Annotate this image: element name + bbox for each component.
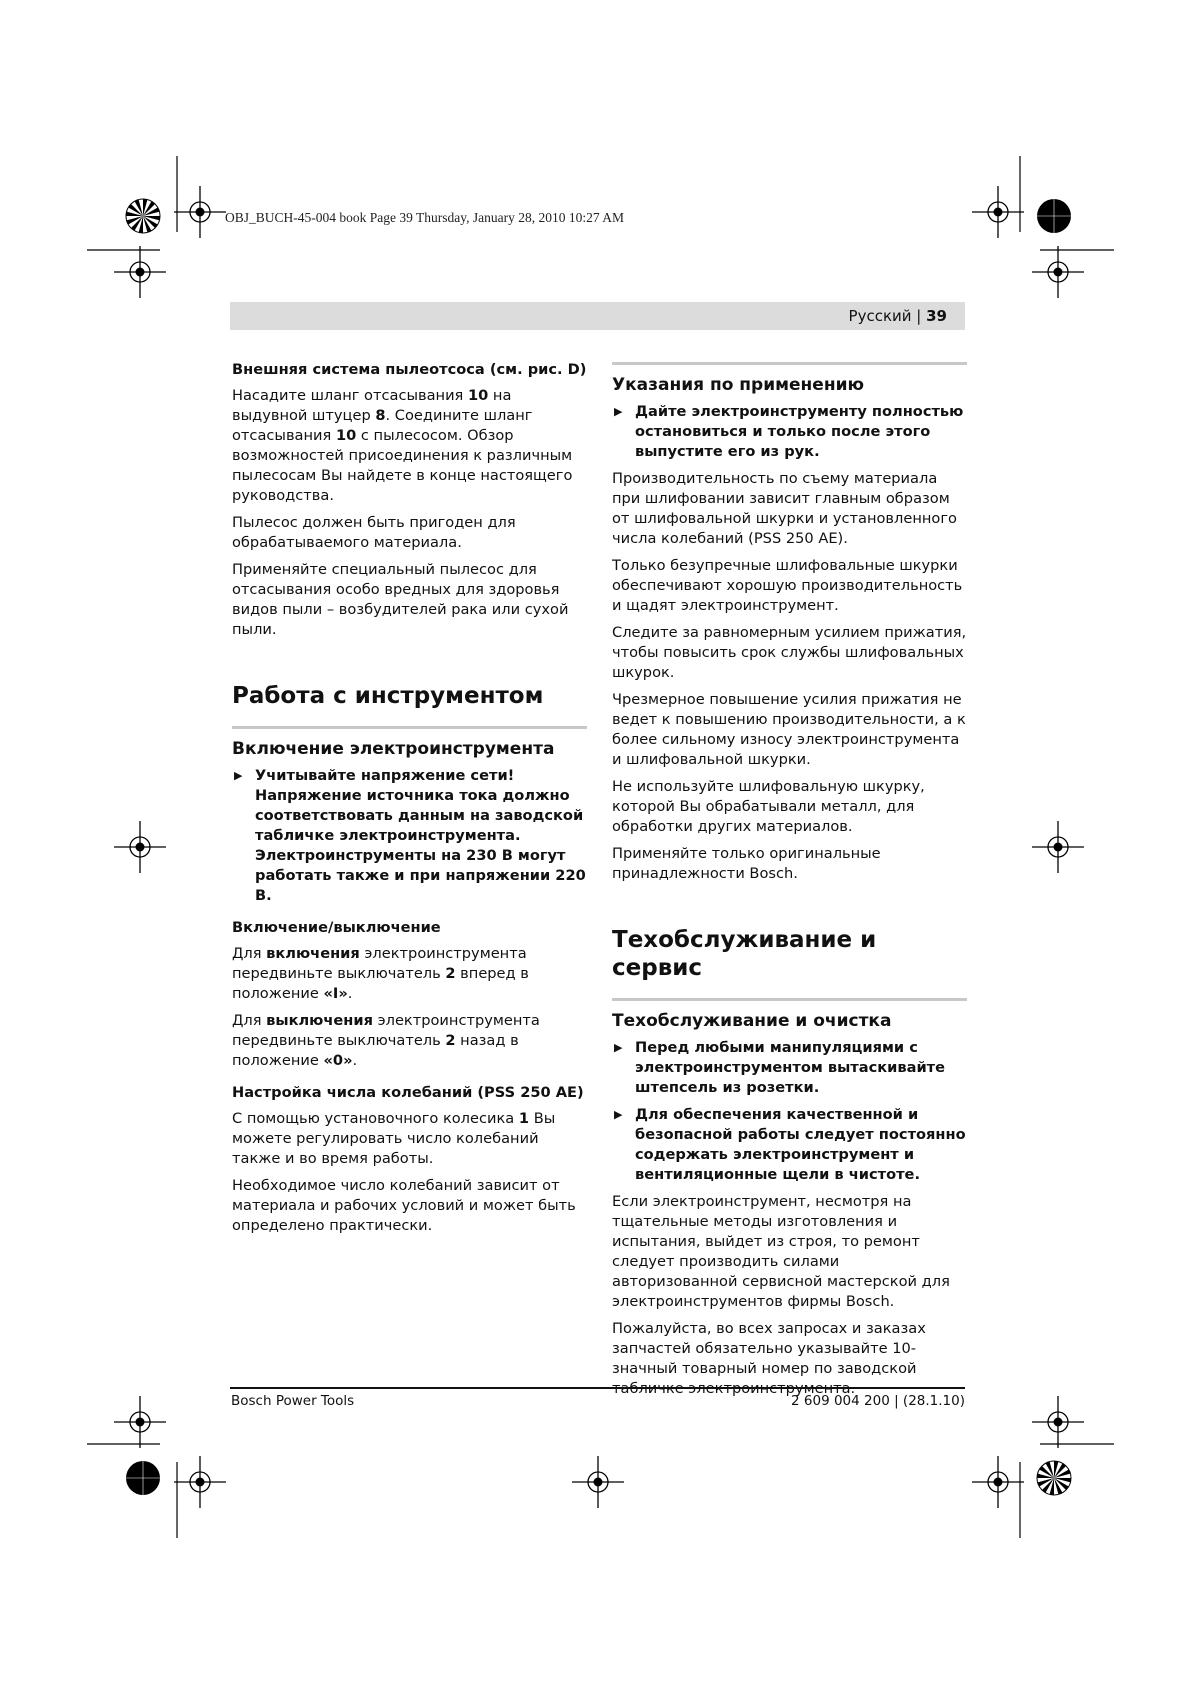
switching-on-off-title: Включение/выключение: [232, 919, 441, 936]
repair-service-paragraph: Если электроинструмент, несмотря на тщательные методы изготовления и испытания, выйдет из строя, то ремонт следует производить силами авторизованной сервисной мастерской для электроинструментов фирмы Bosch.: [612, 1193, 950, 1310]
registration-mark-icon: [972, 1456, 1024, 1508]
let-tool-stop-warning: ▶ Дайте электроинструменту полностью остановиться и только после этого выпустите его из рук.: [612, 402, 967, 462]
registration-mark-icon: [114, 246, 166, 298]
oscillation-wheel-paragraph: С помощью установочного колесика 1 Вы можете регулировать число колебаний также и во время работы.: [232, 1110, 556, 1167]
sanding-sheet-quality-paragraph: Только безупречные шлифовальные шкурки обеспечивают хорошую производительность и щадят электроинструмент.: [612, 557, 963, 614]
vacuum-suitability-paragraph: Пылесос должен быть пригоден для обрабатываемого материала.: [232, 514, 516, 551]
maintenance-section-title: Техобслуживание и сервис: [612, 927, 877, 981]
oscillation-requirement-paragraph: Необходимое число колебаний зависит от материала и рабочих условий и может быть определено практически.: [232, 1177, 576, 1234]
registration-mark-icon: [174, 186, 226, 238]
book-slug-line: OBJ_BUCH-45-004 book Page 39 Thursday, January 28, 2010 10:27 AM: [225, 210, 624, 225]
working-advice-title: Указания по применению: [612, 362, 967, 395]
switch-off-paragraph: Для выключения электроинструмента передвиньте выключатель 2 назад в положение «0».: [232, 1012, 540, 1069]
color-bar-burst-icon: [126, 199, 160, 233]
color-bar-burst-icon: [1037, 1461, 1071, 1495]
excessive-pressure-paragraph: Чрезмерное повышение усилия прижатия не ведет к повышению производительности, а к более сильному износу электроинструмента и шлифовальной шкурки.: [612, 691, 966, 768]
right-column: [612, 362, 967, 1406]
dust-extraction-title: Внешняя система пылеотсоса (см. рис. D): [232, 361, 587, 378]
registration-mark-icon: [972, 186, 1024, 238]
oscillation-rate-title: Настройка числа колебаний (PSS 250 AE): [232, 1084, 584, 1101]
page-header-bar: [230, 302, 965, 330]
removal-capacity-paragraph: Производительность по съему материала при шлифовании зависит главным образом от шлифовальной шкурки и установленного числа колебаний (PSS 250 AE).: [612, 470, 957, 547]
registration-mark-icon: [114, 1396, 166, 1448]
special-vacuum-paragraph: Применяйте специальный пылесос для отсасывания особо вредных для здоровья видов пыли – возбудителей рака или сухой пыли.: [232, 561, 569, 638]
original-accessories-paragraph: Применяйте только оригинальные принадлежности Bosch.: [612, 845, 881, 882]
registration-mark-icon: [1032, 821, 1084, 873]
contact-pressure-paragraph: Следите за равномерным усилием прижатия, чтобы повысить срок службы шлифовальных шкурок.: [612, 624, 967, 681]
starting-operation-title: Включение электроинструмента: [232, 726, 587, 759]
article-number-paragraph: Пожалуйста, во всех запросах и заказах запчастей обязательно указывайте 10-значный товарный номер по заводской табличке электроинструмента.: [612, 1320, 926, 1397]
page-number: 39: [926, 307, 947, 325]
switch-on-paragraph: Для включения электроинструмента передвиньте выключатель 2 вперед в положение «I».: [232, 945, 529, 1002]
header-language: Русский: [848, 307, 912, 325]
registration-mark-icon: [1032, 246, 1084, 298]
footer-rule: [230, 1387, 965, 1389]
voltage-warning: ▶ Учитывайте напряжение сети! Напряжение источника тока должно соответствовать данным на заводской табличке электроинструмента. Электроинструменты на 230 В могут работать также и при напряжении 220 В.: [232, 766, 587, 906]
registration-mark-icon: [114, 821, 166, 873]
keep-clean-warning: ▶ Для обеспечения качественной и безопасной работы следует постоянно содержать электроинструмент и вентиляционные щели в чистоте.: [612, 1105, 967, 1185]
left-column: [232, 360, 587, 1243]
footer-brand: Bosch Power Tools: [231, 1393, 355, 1409]
header-separator: |: [911, 307, 927, 325]
registration-mark-icon: [174, 1456, 226, 1508]
color-bar-solid-icon: [1037, 199, 1071, 233]
metal-sheet-paragraph: Не используйте шлифовальную шкурку, которой Вы обрабатывали металл, для обработки других материалов.: [612, 778, 925, 835]
registration-mark-icon: [572, 1456, 624, 1508]
dust-extraction-paragraph: Насадите шланг отсасывания 10 на выдувной штуцер 8. Соедините шланг отсасывания 10 с пылесосом. Обзор возможностей присоединения к различным пылесосам Вы найдете в конце настоящего руководства.: [232, 387, 573, 504]
footer-document-number: 2 609 004 200 | (28.1.10): [791, 1393, 965, 1409]
registration-mark-icon: [1032, 1396, 1084, 1448]
color-bar-solid-icon: [126, 1461, 160, 1495]
maintenance-cleaning-title: Техобслуживание и очистка: [612, 998, 967, 1031]
page-header: [849, 307, 947, 325]
unplug-warning: ▶ Перед любыми манипуляциями с электроинструментом вытаскивайте штепсель из розетки.: [612, 1038, 967, 1098]
operation-section-title: Работа с инструментом: [232, 683, 544, 709]
